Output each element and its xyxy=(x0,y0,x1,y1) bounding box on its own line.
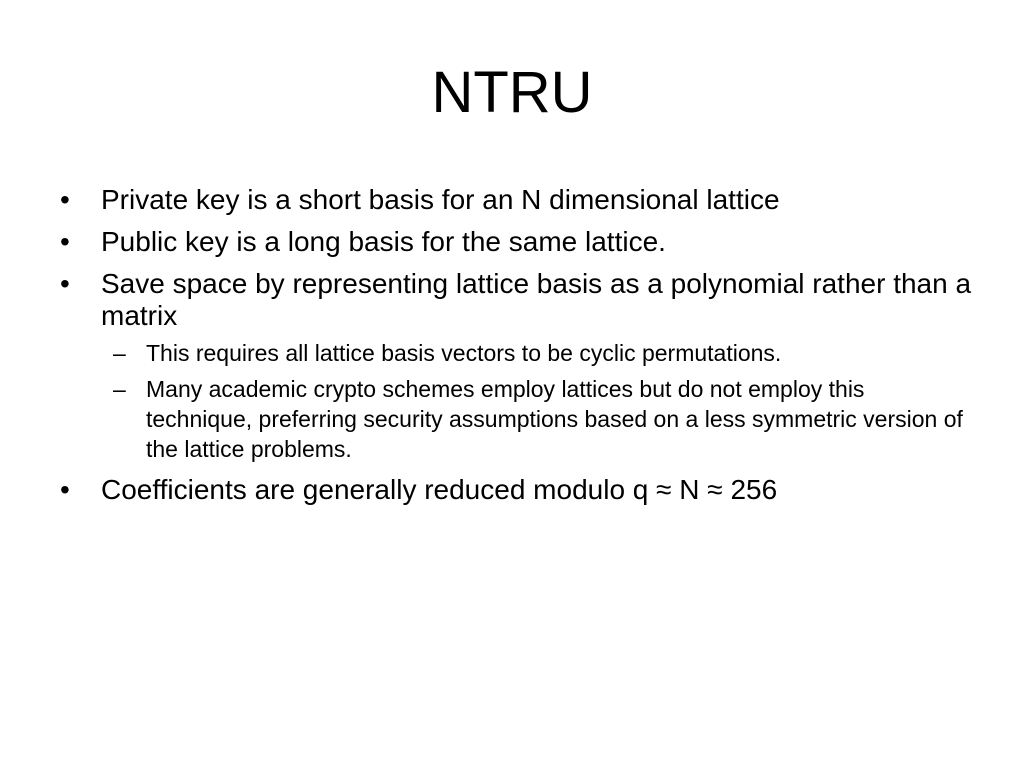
sub-bullet-marker: – xyxy=(113,376,126,402)
bullet-item-private-key xyxy=(56,184,976,216)
sub-bullet-item-academic xyxy=(101,374,976,464)
slide-title: NTRU xyxy=(431,60,593,125)
bullet-marker: • xyxy=(60,268,70,299)
bullet-marker: • xyxy=(60,226,70,257)
bullet-item-save-space xyxy=(56,268,976,464)
sub-bullet-text: Many academic crypto schemes employ lattices but do not employ this technique, preferring security assumptions based on a less symmetric version of the lattice problems. xyxy=(146,376,963,462)
bullet-list xyxy=(56,184,976,516)
bullet-text: Coefficients are generally reduced modulo q ≈ N ≈ 256 xyxy=(101,474,778,505)
bullet-text: Public key is a long basis for the same lattice. xyxy=(101,226,666,257)
bullet-text: Save space by representing lattice basis as a polynomial rather than a matrix xyxy=(101,268,972,331)
bullet-text: Private key is a short basis for an N dimensional lattice xyxy=(101,184,780,215)
bullet-marker: • xyxy=(60,474,70,505)
sub-bullet-list xyxy=(101,338,976,464)
bullet-marker: • xyxy=(60,184,70,215)
sub-bullet-item-cyclic xyxy=(101,338,976,368)
sub-bullet-text: This requires all lattice basis vectors to be cyclic permutations. xyxy=(146,340,782,366)
bullet-item-public-key xyxy=(56,226,976,258)
sub-bullet-marker: – xyxy=(113,340,126,366)
bullet-item-coefficients xyxy=(56,474,976,506)
